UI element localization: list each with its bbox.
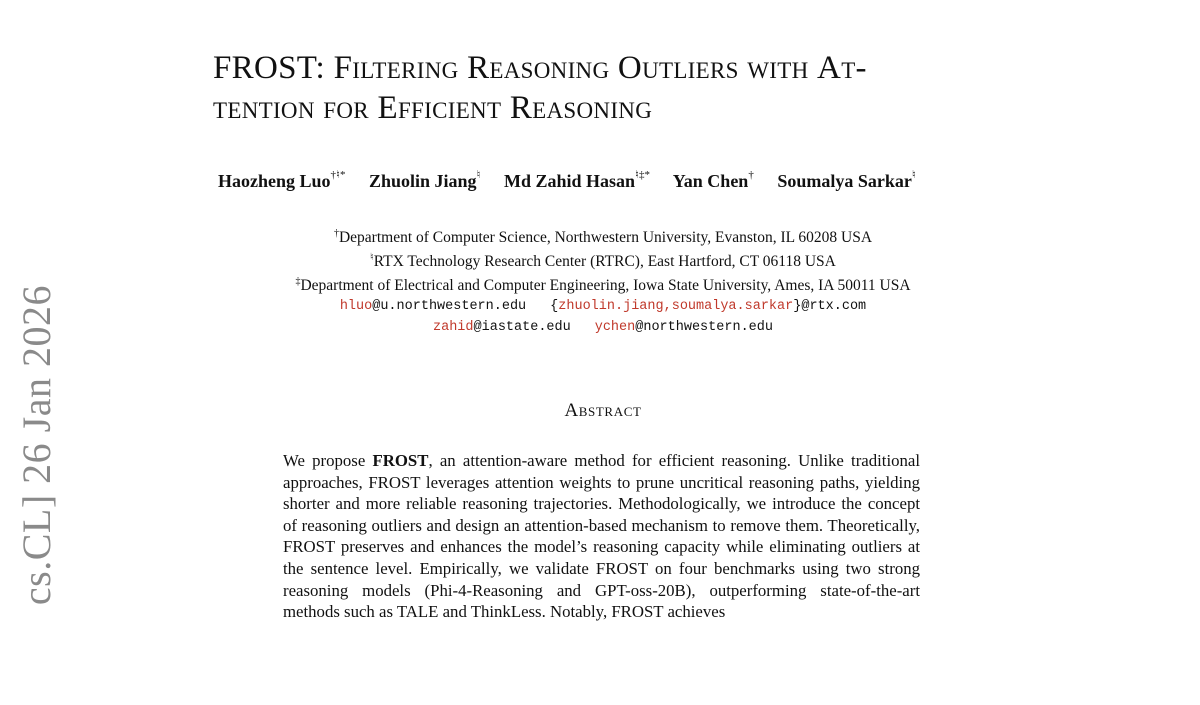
author-name: Yan Chen bbox=[672, 171, 749, 191]
arxiv-identifier-stamp: cs.CL] 26 Jan 2026 bbox=[14, 285, 59, 606]
affiliation-mark: ♮ bbox=[911, 169, 916, 181]
title-text: tention for bbox=[213, 90, 378, 126]
affiliation bbox=[213, 248, 993, 272]
title-text: fficient bbox=[397, 90, 510, 126]
author-list bbox=[218, 170, 1008, 192]
separator: , bbox=[663, 299, 672, 314]
email-user: ychen bbox=[594, 320, 636, 335]
email-domain: }@rtx.com bbox=[793, 299, 867, 314]
title-text: t- bbox=[841, 50, 867, 86]
author-name: Zhuolin Jiang bbox=[368, 171, 477, 191]
title-text: FROST: F bbox=[213, 50, 353, 86]
abstract-heading: Abstract bbox=[564, 400, 642, 421]
abstract-text: , an attention-aware method for efficient reasoning. Unlike traditional approaches, FROST leverages attention weights to prune uncritical reasoning paths, yielding shorter and more reliable reasoning trajectories. Methodologically, we introduce the concept of reasoning outliers and design an attention-based mechanism to remove them. Theoretically, FROST preserves and enhances the model’s reasoning capacity while eliminating outliers at the sentence level. Empirically, we validate FROST on four benchmarks using two strong reasoning models (Phi-4-Reasoning and GPT-oss-20B), outperforming state-of-the-art methods such as TALE and ThinkLess. Notably, FROST achieves bbox=[283, 451, 920, 622]
affiliation-mark: ‡ bbox=[295, 276, 301, 288]
affiliation bbox=[213, 224, 993, 248]
title-text: utliers with bbox=[642, 50, 818, 86]
affiliation-text: Department of Computer Science, Northwestern University, Evanston, IL 60208 USA bbox=[338, 229, 873, 247]
affiliation-list bbox=[213, 224, 993, 296]
affiliation-mark: ♮‡* bbox=[635, 169, 650, 181]
email-line bbox=[213, 296, 993, 317]
title-text: easoning bbox=[532, 90, 653, 126]
email-link[interactable] bbox=[433, 320, 571, 335]
email-domain: @iastate.edu bbox=[473, 320, 571, 335]
title-line-1 bbox=[213, 48, 1013, 88]
email-user: hluo bbox=[339, 299, 373, 314]
email-user: soumalya.sarkar bbox=[671, 299, 794, 314]
affiliation-mark: ♮ bbox=[370, 252, 374, 264]
method-name: FROST bbox=[372, 451, 429, 470]
author-name: Haozheng Luo bbox=[218, 171, 331, 191]
author bbox=[504, 171, 650, 191]
affiliation-text: Department of Electrical and Computer Engineering, Iowa State University, Ames, IA 50011 USA bbox=[300, 277, 911, 295]
author-name: Md Zahid Hasan bbox=[503, 171, 636, 191]
title-line-2 bbox=[213, 88, 1013, 128]
author bbox=[777, 171, 915, 191]
email-line bbox=[213, 317, 993, 338]
abstract-body bbox=[283, 450, 920, 623]
email-link[interactable] bbox=[550, 299, 866, 314]
email-link[interactable] bbox=[595, 320, 773, 335]
author bbox=[218, 171, 345, 191]
affiliation-mark: ♮ bbox=[476, 169, 481, 181]
email-user: zahid bbox=[433, 320, 474, 335]
email-domain: @northwestern.edu bbox=[635, 320, 773, 335]
affiliation-mark: † bbox=[333, 228, 339, 239]
title-text: E bbox=[377, 90, 398, 126]
affiliation-mark: †♮* bbox=[330, 169, 346, 181]
title-text: R bbox=[467, 50, 490, 86]
title-text: A bbox=[817, 50, 842, 86]
author bbox=[369, 171, 481, 191]
email-user: zhuolin.jiang bbox=[558, 299, 664, 314]
email-domain: @u.northwestern.edu bbox=[372, 299, 527, 314]
author bbox=[673, 171, 754, 191]
affiliation-mark: † bbox=[748, 169, 754, 181]
email-link[interactable] bbox=[340, 299, 526, 314]
title-text: easoning bbox=[489, 50, 618, 86]
affiliation bbox=[213, 272, 993, 296]
abstract-text: We propose bbox=[283, 451, 373, 470]
title-text: O bbox=[617, 50, 643, 86]
paper-title bbox=[213, 48, 1013, 128]
email-block bbox=[213, 296, 993, 338]
title-text: iltering bbox=[352, 50, 468, 86]
author-name: Soumalya Sarkar bbox=[777, 171, 912, 191]
brace: { bbox=[550, 299, 559, 314]
affiliation-text: RTX Technology Research Center (RTRC), East Hartford, CT 06118 USA bbox=[373, 253, 836, 271]
title-text: R bbox=[509, 90, 533, 126]
